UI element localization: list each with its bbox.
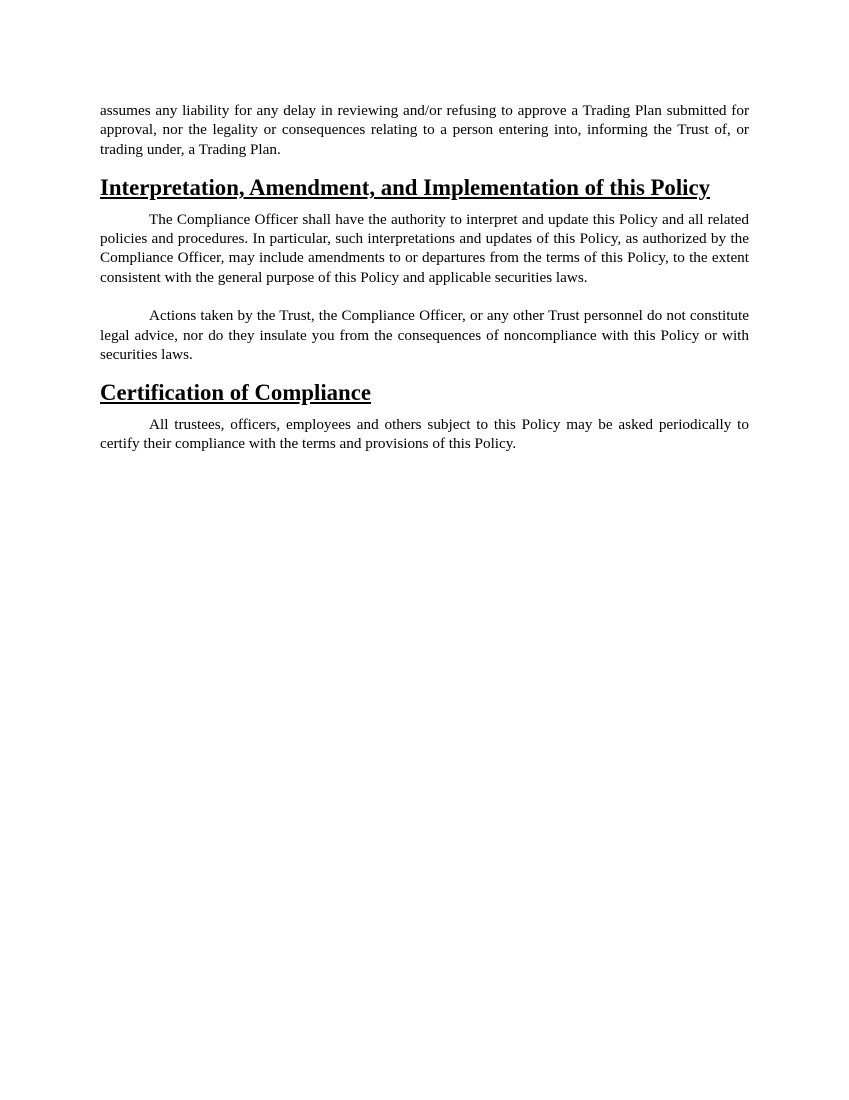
opening-paragraph: assumes any liability for any delay in reviewing and/or refusing to approve a Trading Plan submitted for approval, nor the legality or consequences relating to a person entering into, informing the Trust of, or trading under, a Trading Plan. [100, 102, 749, 158]
interpretation-paragraph-2: Actions taken by the Trust, the Compliance Officer, or any other Trust personnel do not constitute legal advice, nor do they insulate you from the consequences of noncompliance with this Policy or with securities laws. [100, 307, 749, 364]
section-heading-interpretation: Interpretation, Amendment, and Implementation of this Policy [100, 175, 711, 201]
document-page [100, 101, 749, 454]
interpretation-paragraph-1: The Compliance Officer shall have the authority to interpret and update this Policy and all related policies and procedures. In particular, such interpretations and updates of this Policy, as authorized by the Compliance Officer, may include amendments to or departures from the terms of this Policy, to the extent consistent with the general purpose of this Policy and applicable securities laws. [100, 210, 749, 286]
certification-paragraph: All trustees, officers, employees and others subject to this Policy may be asked periodically to certify their compliance with the terms and provisions of this Policy. [100, 415, 749, 453]
section-heading-certification: Certification of Compliance [100, 380, 371, 406]
